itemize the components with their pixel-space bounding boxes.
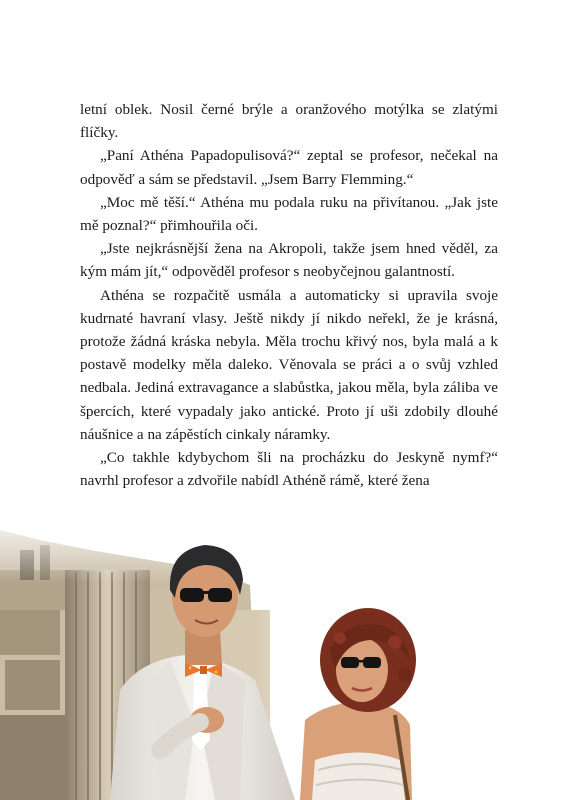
body-text [80,98,498,492]
paragraph: „Co takhle kdybychom šli na procházku do Jeskyně nymf?“ navrhl profesor a zdvořile nabídl Athéně rámě, které žena [80,449,498,490]
illustration [0,510,566,800]
paragraph: „Paní Athéna Papadopulisová?“ zeptal se profesor, nečekal na odpověď a sám se představil. „Jsem Barry Flemming.“ [80,147,498,188]
paragraph: „Moc mě těší.“ Athéna mu podala ruku na přivítanou. „Jak jste mě poznal?“ přimhouřila oči. [80,193,498,235]
paragraph: „Jste nejkrásnější žena na Akropoli, takže jsem hned věděl, za kým mám jít,“ odpověděl profesor s neobyčejnou galantností. [80,240,498,281]
ruins-background [0,510,566,800]
paragraph: Athéna se rozpačitě usmála a automaticky si upravila svoje kudrnaté havraní vlasy. Ještě nikdy jí nikdo neřekl, že je krásná, protože žádná kráska nebyla. Měla trochu křivý nos, byla malá a k postavě modelky měla daleko. Věnovala se práci a o svůj vzhled nedbala. Jediná extravagance a slabůstka, jakou měla, byla záliba ve špercích, které vypadaly jako antické. Proto jí uši zdobily dlouhé náušnice a na zápěstích cinkaly náramky. [80,286,498,443]
paragraph: letní oblek. Nosil černé brýle a oranžového motýlka se zlatými flíčky. [80,101,498,142]
